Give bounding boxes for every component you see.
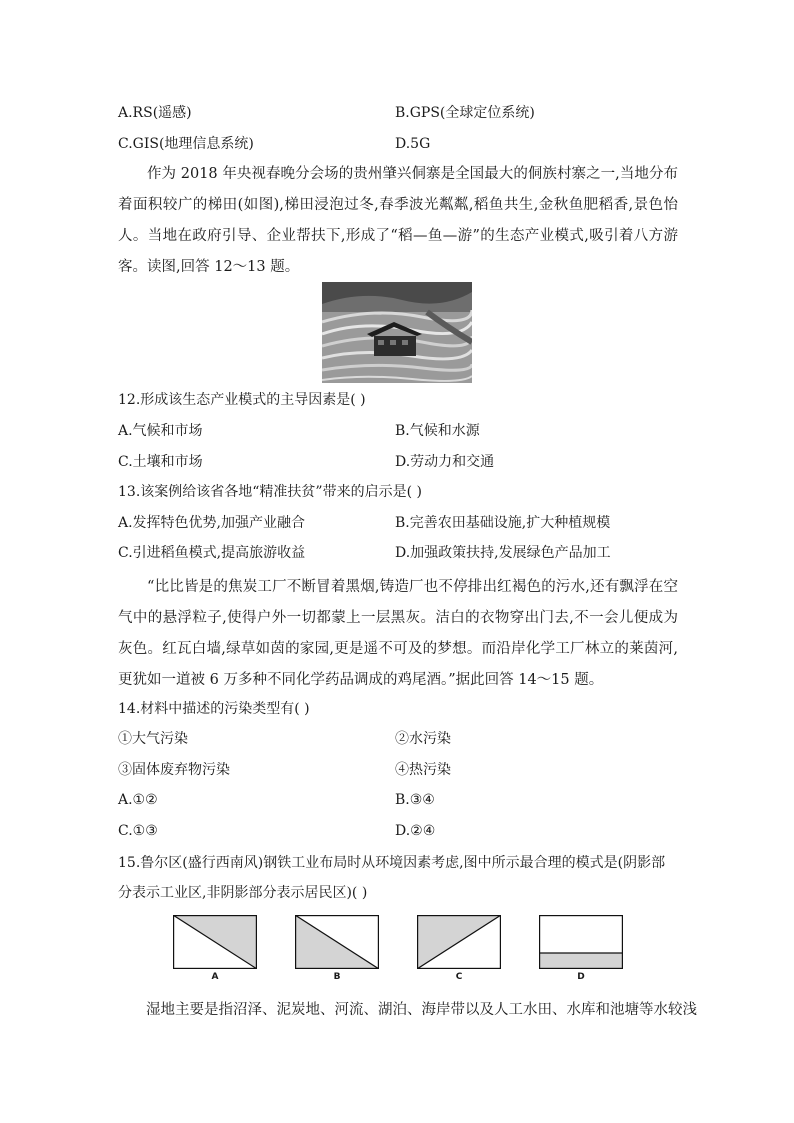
q12-option-c: C.土壤和市场	[118, 454, 203, 470]
q12-option-b: B.气候和水源	[395, 423, 480, 439]
q12-stem: 12.形成该生态产业模式的主导因素是( )	[118, 392, 366, 408]
q11-option-a: A.RS(遥感)	[118, 105, 192, 121]
q14-item-4: ④热污染	[395, 762, 451, 778]
layout-figure-d	[539, 915, 623, 969]
figure-d-label: D	[577, 972, 585, 982]
q13-stem: 13.该案例给该省各地“精准扶贫”带来的启示是( )	[118, 484, 422, 500]
q15-stem-line1: 15.鲁尔区(盛行西南风)钢铁工业布局时从环境因素考虑,图中所示最合理的模式是(阴影部	[118, 855, 666, 871]
q14-option-c: C.①③	[118, 823, 158, 839]
q14-option-a: A.①②	[118, 792, 158, 808]
terrace-photo	[322, 282, 472, 383]
q14-option-b: B.③④	[395, 792, 435, 808]
q11-option-c: C.GIS(地理信息系统)	[118, 136, 254, 152]
q15-stem-line2: 分表示工业区,非阴影部分表示居民区)( )	[118, 885, 368, 901]
q13-option-b: B.完善农田基础设施,扩大种植规模	[395, 515, 611, 531]
passage-ruhr: “比比皆是的焦炭工厂不断冒着黑烟,铸造厂也不停排出红褐色的污水,还有飘浮在空气中的悬浮粒子,使得户外一切都蒙上一层黑灰。洁白的衣物穿出门去,不一会儿便成为灰色。红瓦白墙,绿草如茵的家园,更是遥不可及的梦想。而沿岸化学工厂林立的莱茵河,更犹如一道被 6 万多种不同化学药品调成的鸡尾酒。”据此回答 14～15 题。	[118, 579, 678, 688]
q11-option-b: B.GPS(全球定位系统)	[395, 105, 535, 121]
q13-option-c: C.引进稻鱼模式,提高旅游收益	[118, 545, 306, 561]
q14-item-1: ①大气污染	[118, 731, 188, 747]
q14-stem: 14.材料中描述的污染类型有( )	[118, 701, 310, 717]
figure-c-label: C	[455, 972, 463, 982]
q11-option-d: D.5G	[395, 136, 431, 152]
q12-option-a: A.气候和市场	[118, 423, 203, 439]
figure-a-label: A	[211, 972, 219, 982]
q12-option-d: D.劳动力和交通	[395, 454, 495, 470]
layout-figure-b	[295, 915, 379, 969]
layout-figure-a	[173, 915, 257, 969]
q13-option-a: A.发挥特色优势,加强产业融合	[118, 515, 306, 531]
q14-item-3: ③固体废弃物污染	[118, 762, 230, 778]
q14-item-2: ②水污染	[395, 731, 451, 747]
q14-option-d: D.②④	[395, 823, 436, 839]
q13-option-d: D.加强政策扶持,发展绿色产品加工	[395, 545, 611, 561]
passage-terraces: 作为 2018 年央视春晚分会场的贵州肇兴侗寨是全国最大的侗族村寨之一,当地分布着面积较广的梯田(如图),梯田浸泡过冬,春季波光粼粼,稻鱼共生,金秋鱼肥稻香,景色怡人。当地在政府引导、企业帮扶下,形成了“稻—鱼—游”的生态产业模式,吸引着八方游客。读图,回答 12～13 题。	[118, 166, 678, 275]
figure-b-label: B	[333, 972, 341, 982]
passage-wetland: 湿地主要是指沼泽、泥炭地、河流、湖泊、海岸带以及人工水田、水库和池塘等水较浅	[146, 1002, 697, 1018]
layout-figure-c	[417, 915, 501, 969]
